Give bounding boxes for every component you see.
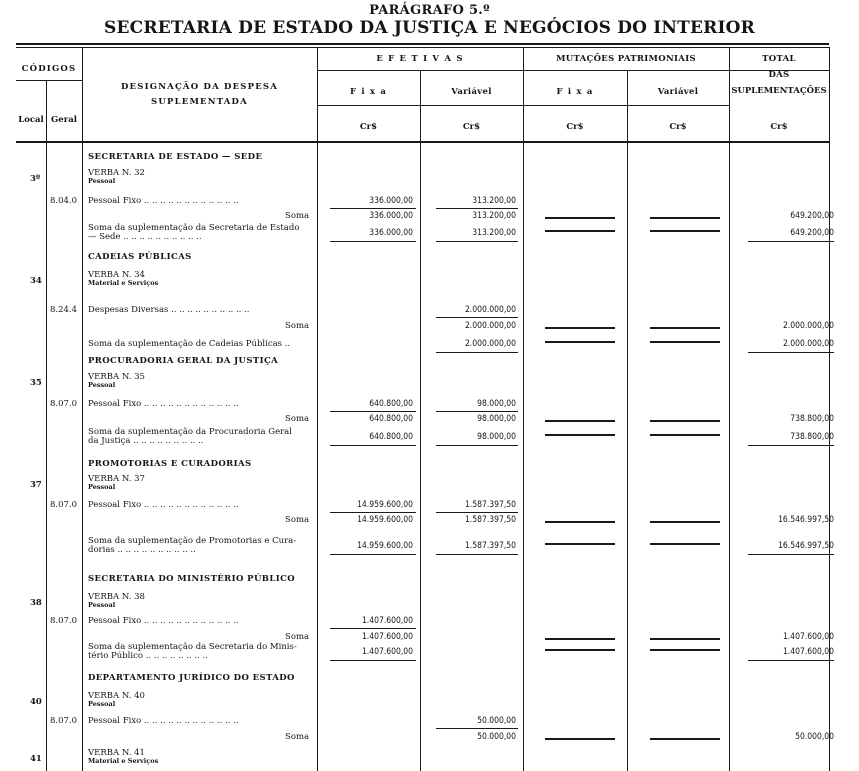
header-das: DAS	[768, 70, 790, 80]
rule-line	[650, 420, 720, 422]
row-label-cont: tério Público .. .. .. .. .. .. .. ..	[88, 651, 208, 661]
rule-line	[545, 217, 615, 219]
rule-line	[650, 341, 720, 343]
header-efetivas-fixa: F i x a	[349, 87, 388, 97]
verba-label: VERBA N. 34	[88, 270, 145, 280]
rule-line	[436, 512, 518, 513]
header-mutacoes: MUTAÇÕES PATRIMONIAIS	[556, 54, 696, 64]
currency-efetivas-fixa: Cr$	[359, 122, 378, 132]
section-title: PROCURADORIA GERAL DA JUSTIÇA	[88, 356, 279, 366]
value-variavel: 50.000,00	[477, 732, 516, 742]
soma-label: Soma	[285, 211, 310, 221]
rule-line	[330, 445, 416, 446]
rule-line	[545, 521, 615, 523]
verba-subtitle: Pessoal	[88, 381, 116, 389]
soma-label: Soma	[285, 515, 310, 525]
header-efetivas: E F E T I V A S	[376, 54, 464, 64]
verba-label: VERBA N. 41	[88, 748, 145, 758]
header-local: Local	[18, 115, 44, 125]
geral-code: 8.07.0	[50, 616, 78, 626]
local-code: 3º	[30, 174, 41, 184]
soma-label: Soma	[285, 414, 310, 424]
header-mutacoes-variavel: Variável	[657, 87, 699, 97]
header-geral: Geral	[51, 115, 77, 125]
row-label-cont: dorias .. .. .. .. .. .. .. .. .. ..	[88, 545, 196, 555]
value-fixa: 14.959.600,00	[357, 500, 413, 510]
rule-line	[650, 434, 720, 436]
value-total: 1.407.600,00	[782, 647, 834, 657]
header-total: TOTAL	[762, 54, 796, 64]
rule-line	[650, 217, 720, 219]
rule-line	[545, 341, 615, 343]
value-fixa: 14.959.600,00	[357, 541, 413, 551]
value-variavel: 98.000,00	[477, 414, 516, 424]
value-total: 16.546.997,50	[778, 541, 834, 551]
header-mutacoes-fixa: F i x a	[556, 87, 594, 97]
rule-line	[436, 208, 518, 209]
rule-line	[748, 660, 834, 661]
geral-code: 8.24.4	[50, 305, 78, 315]
header-codigos: CÓDIGOS	[21, 64, 77, 74]
rule-line	[436, 411, 518, 412]
rule-line	[330, 554, 416, 555]
value-fixa: 1.407.600,00	[361, 632, 413, 642]
rule-line	[436, 445, 518, 446]
rule-line	[545, 649, 615, 651]
section-title: SECRETARIA DO MINISTÉRIO PÚBLICO	[88, 574, 296, 584]
verba-subtitle: Pessoal	[88, 177, 116, 185]
rule-line	[650, 649, 720, 651]
rule-line	[650, 638, 720, 640]
verba-subtitle: Pessoal	[88, 483, 116, 491]
geral-code: 8.07.0	[50, 399, 78, 409]
value-fixa: 336.000,00	[369, 196, 413, 206]
verba-label: VERBA N. 37	[88, 474, 145, 484]
value-fixa: 336.000,00	[369, 228, 413, 238]
geral-code: 8.07.0	[50, 716, 78, 726]
value-variavel: 2.000.000,00	[464, 305, 516, 315]
rule-line	[436, 241, 518, 242]
row-label: Pessoal Fixo .. .. .. .. .. .. .. .. .. .. .. ..	[88, 196, 239, 206]
verba-label: VERBA N. 38	[88, 592, 145, 602]
value-variavel: 1.587.397,50	[464, 500, 516, 510]
row-label: Soma da suplementação da Secretaria de Estado	[88, 223, 300, 233]
rule-line	[436, 554, 518, 555]
value-variavel: 313.200,00	[472, 211, 516, 221]
row-label: Pessoal Fixo .. .. .. .. .. .. .. .. .. .. .. ..	[88, 399, 239, 409]
value-fixa: 640.800,00	[369, 414, 413, 424]
header-suplementacoes: SUPLEMENTAÇÕES	[731, 86, 827, 96]
rule-line	[545, 638, 615, 640]
value-total: 738.800,00	[790, 414, 834, 424]
rule-line	[545, 420, 615, 422]
rule-line	[545, 543, 615, 545]
section-title: CADEIAS PÚBLICAS	[88, 252, 192, 262]
value-variavel: 2.000.000,00	[464, 339, 516, 349]
verba-subtitle: Material e Serviços	[88, 279, 159, 287]
rule-line	[330, 411, 416, 412]
rule-line	[330, 660, 416, 661]
row-label-cont: da Justiça .. .. .. .. .. .. .. .. ..	[88, 436, 204, 446]
value-fixa: 640.800,00	[369, 399, 413, 409]
rule-line	[330, 241, 416, 242]
currency-mutacoes-variavel: Cr$	[669, 122, 687, 132]
value-variavel: 98.000,00	[477, 399, 516, 409]
value-variavel: 313.200,00	[472, 196, 516, 206]
verba-subtitle: Pessoal	[88, 700, 116, 708]
value-fixa: 640.800,00	[369, 432, 413, 442]
rule-line	[650, 230, 720, 232]
rule-line	[650, 521, 720, 523]
value-variavel: 98.000,00	[477, 432, 516, 442]
row-label: Pessoal Fixo .. .. .. .. .. .. .. .. .. .. .. ..	[88, 616, 239, 626]
rule-line	[545, 434, 615, 436]
value-fixa: 336.000,00	[369, 211, 413, 221]
geral-code: 8.07.0	[50, 500, 78, 510]
rule-line	[545, 327, 615, 329]
rule-line	[436, 352, 518, 353]
rule-line	[545, 738, 615, 740]
currency-efetivas-variavel: Cr$	[462, 122, 481, 132]
paragraph-heading: PARÁGRAFO 5.º	[369, 3, 490, 18]
rule-line	[650, 327, 720, 329]
verba-label: VERBA N. 35	[88, 372, 145, 382]
value-fixa: 1.407.600,00	[361, 616, 413, 626]
value-total: 1.407.600,00	[782, 632, 834, 642]
row-label: Soma da suplementação da Secretaria do Minis-	[88, 642, 297, 652]
rule-line	[545, 230, 615, 232]
value-fixa: 14.959.600,00	[357, 515, 413, 525]
verba-label: VERBA N. 40	[88, 691, 145, 701]
local-code: 41	[30, 754, 42, 764]
local-code: 37	[30, 480, 42, 490]
currency-total: Cr$	[770, 122, 788, 132]
verba-subtitle: Material e Serviços	[88, 757, 159, 765]
header-suplementada: SUPLEMENTADA	[151, 97, 248, 107]
rule-line	[748, 445, 834, 446]
value-variavel: 1.587.397,50	[464, 541, 516, 551]
header-efetivas-variavel: Variável	[451, 87, 492, 97]
value-total: 649.200,00	[790, 228, 834, 238]
local-code: 34	[30, 276, 42, 286]
section-title: PROMOTORIAS E CURADORIAS	[88, 459, 252, 469]
verba-label: VERBA N. 32	[88, 168, 145, 178]
rule-line	[436, 728, 518, 729]
row-label: Soma da suplementação de Promotorias e Cura-	[88, 536, 297, 546]
local-code: 35	[30, 378, 42, 388]
rule-line	[650, 543, 720, 545]
value-fixa: 1.407.600,00	[361, 647, 413, 657]
local-code: 40	[30, 697, 42, 707]
row-label-cont: — Sede .. .. .. .. .. .. .. .. .. ..	[88, 232, 202, 242]
row-label: Pessoal Fixo .. .. .. .. .. .. .. .. .. .. .. ..	[88, 716, 239, 726]
soma-label: Soma	[285, 732, 310, 742]
section-title: DEPARTAMENTO JURÍDICO DO ESTADO	[88, 673, 295, 683]
row-label: Soma da suplementação de Cadeias Públicas ..	[88, 339, 291, 349]
value-total: 16.546.997,50	[778, 515, 834, 525]
rule-line	[650, 738, 720, 740]
rule-line	[748, 554, 834, 555]
value-total: 50.000,00	[795, 732, 834, 742]
verba-subtitle: Pessoal	[88, 601, 116, 609]
row-label: Soma da suplementação da Procuradoria Geral	[88, 427, 292, 437]
local-code: 38	[30, 598, 42, 608]
rule-line	[330, 512, 416, 513]
page-title: SECRETARIA DE ESTADO DA JUSTIÇA E NEGÓCIOS DO INTERIOR	[104, 18, 755, 38]
rule-line	[748, 352, 834, 353]
rule-line	[436, 317, 518, 318]
header-designacao: DESIGNAÇÃO DA DESPESA	[120, 82, 279, 92]
rule-line	[330, 208, 416, 209]
section-title: SECRETARIA DE ESTADO — SEDE	[88, 152, 263, 162]
value-variavel: 50.000,00	[477, 716, 516, 726]
currency-mutacoes-fixa: Cr$	[566, 122, 584, 132]
value-variavel: 1.587.397,50	[464, 515, 516, 525]
row-label: Despesas Diversas .. .. .. .. .. .. .. .. .. ..	[88, 305, 250, 315]
value-total: 649.200,00	[790, 211, 834, 221]
value-variavel: 313.200,00	[472, 228, 516, 238]
value-variavel: 2.000.000,00	[464, 321, 516, 331]
geral-code: 8.04.0	[50, 196, 78, 206]
value-total: 2.000.000,00	[782, 339, 834, 349]
soma-label: Soma	[285, 321, 310, 331]
value-total: 2.000.000,00	[782, 321, 834, 331]
rule-line	[748, 241, 834, 242]
row-label: Pessoal Fixo .. .. .. .. .. .. .. .. .. .. .. ..	[88, 500, 239, 510]
soma-label: Soma	[285, 632, 310, 642]
value-total: 738.800,00	[790, 432, 834, 442]
rule-line	[330, 628, 416, 629]
